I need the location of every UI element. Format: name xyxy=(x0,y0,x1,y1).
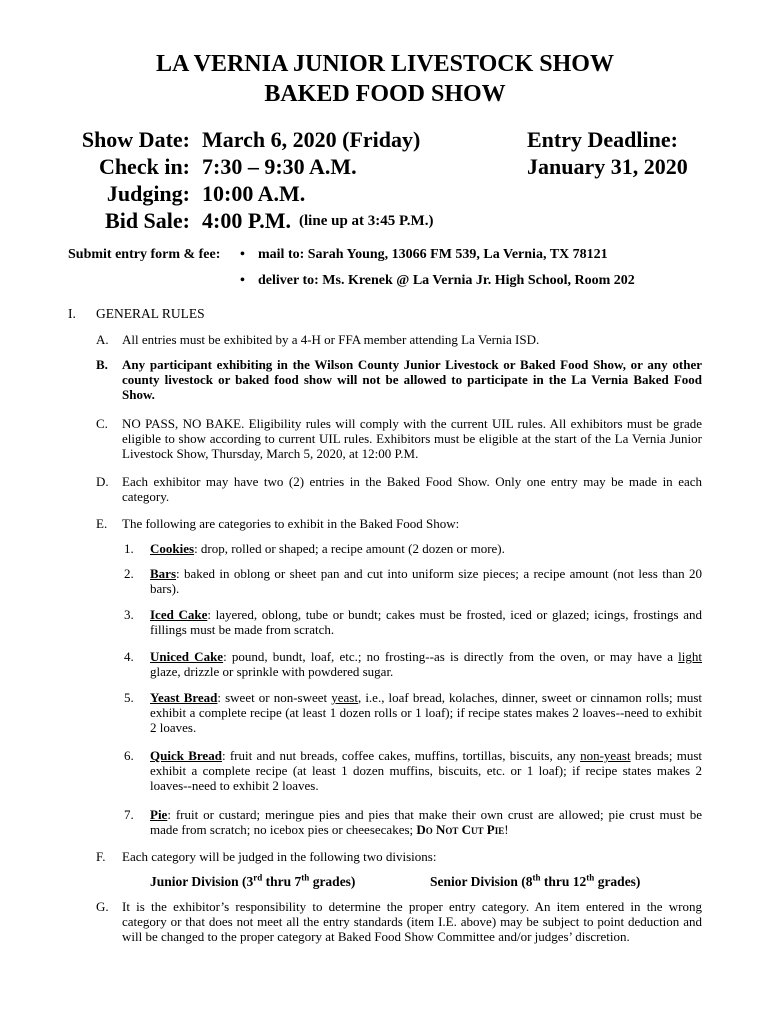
schedule-label: Check in: xyxy=(98,154,190,179)
category-item xyxy=(124,807,702,837)
rule-f xyxy=(96,849,702,864)
schedule-row xyxy=(70,207,433,234)
schedule-value: March 6, 2020 (Friday) xyxy=(202,127,421,152)
category-emphasis: Do Not Cut Pie xyxy=(416,822,505,837)
deliver-address: deliver to: Ms. Krenek @ La Vernia Jr. High School, Room 202 xyxy=(258,273,635,288)
rule-e xyxy=(96,516,702,531)
division-sup: rd xyxy=(253,872,263,883)
division-sup: th xyxy=(301,872,310,883)
rule-c xyxy=(96,416,702,461)
rule-b xyxy=(96,357,702,402)
schedule-label: Show Date: xyxy=(81,127,190,152)
category-number: 6. xyxy=(124,748,134,763)
category-emphasis: light xyxy=(678,649,702,664)
rule-g xyxy=(96,899,702,944)
category-number: 7. xyxy=(124,807,134,822)
rule-marker: D. xyxy=(96,474,109,489)
rule-marker: F. xyxy=(96,849,106,864)
division-sup: th xyxy=(586,872,595,883)
deliver-destination xyxy=(240,273,635,289)
deadline-label: Entry Deadline: xyxy=(527,127,678,152)
category-text: glaze, drizzle or sprinkle with powdered sugar. xyxy=(150,664,394,679)
category-item xyxy=(124,649,702,679)
page-title-line1: LA VERNIA JUNIOR LIVESTOCK SHOW xyxy=(156,51,614,77)
category-text: : fruit or custard; meringue pies and pies that make their own crust are allowed; pie crust must be made from scratch; no icebox pies or cheesecakes; xyxy=(150,807,702,837)
entry-deadline xyxy=(527,126,688,180)
category-text: , i.e., loaf bread, kolaches, dinner, sweet or cinnamon rolls; must exhibit a complete recipe (at least 1 dozen rolls or 1 loaf); if recipe states makes 2 loaves--need to exhibit 2 loaves. xyxy=(150,690,702,735)
category-text: : layered, oblong, tube or bundt; cakes must be frosted, iced or glazed; icings, frostings and fillings must be made from scratch. xyxy=(150,607,702,637)
category-name: Uniced Cake xyxy=(150,649,224,664)
rule-text: The following are categories to exhibit in the Baked Food Show: xyxy=(122,516,460,531)
category-text: : fruit and nut breads, coffee cakes, muffins, tortillas, biscuits, any xyxy=(221,748,581,763)
schedule-row xyxy=(70,180,433,207)
rule-marker: G. xyxy=(96,899,109,914)
junior-division xyxy=(150,874,355,890)
deadline-date: January 31, 2020 xyxy=(527,154,688,179)
category-name: Bars xyxy=(150,566,176,581)
category-text: : pound, bundt, loaf, etc.; no frosting--as is directly from the oven, or may have a xyxy=(223,649,679,664)
category-number: 2. xyxy=(124,566,134,581)
division-text: grades) xyxy=(594,874,641,889)
category-name: Cookies xyxy=(150,541,195,556)
mail-destination xyxy=(240,247,608,263)
rule-marker: E. xyxy=(96,516,108,531)
category-number: 3. xyxy=(124,607,134,622)
mail-address: mail to: Sarah Young, 13066 FM 539, La Vernia, TX 78121 xyxy=(258,247,608,262)
category-text: : baked in oblong or sheet pan and cut into uniform size pieces; a recipe amount (not less than 20 bars). xyxy=(150,566,702,596)
schedule-label: Bid Sale: xyxy=(105,208,190,233)
category-item xyxy=(124,748,702,793)
category-item xyxy=(124,607,702,637)
division-text: thru 12 xyxy=(540,874,587,889)
category-text: : drop, rolled or shaped; a recipe amount (2 dozen or more). xyxy=(194,541,505,556)
rule-text: NO PASS, NO BAKE. Eligibility rules will comply with the current UIL rules. All exhibitors must be grade eligible to show according to current UIL rules. Exhibitors must be eligible at the start of the La Vernia Junior Livestock Show, Thursday, March 5, 2020, at 12:00 P.M. xyxy=(122,416,702,461)
category-name: Iced Cake xyxy=(150,607,208,622)
schedule-row xyxy=(70,153,433,180)
submit-label: Submit entry form & fee: xyxy=(68,247,221,262)
category-text: breads; must exhibit a complete recipe (at least 1 dozen muffins, biscuits, etc. or 1 loaf); if recipe states makes 2 loaves--need to exhibit 2 loaves. xyxy=(150,748,702,793)
rule-a xyxy=(96,332,702,347)
rule-marker: B. xyxy=(96,357,108,372)
category-name: Quick Bread xyxy=(150,748,222,763)
rule-marker: A. xyxy=(96,332,109,347)
section-title: GENERAL RULES xyxy=(96,306,205,321)
category-number: 1. xyxy=(124,541,134,556)
division-text: grades) xyxy=(309,874,356,889)
category-item xyxy=(124,566,702,596)
senior-division xyxy=(430,874,640,890)
bullet-icon: • xyxy=(240,247,245,262)
category-emphasis: non-yeast xyxy=(580,748,631,763)
schedule-value: 7:30 – 9:30 A.M. xyxy=(202,154,357,179)
schedule-note: (line up at 3:45 P.M.) xyxy=(299,213,434,229)
section-number: I. xyxy=(68,306,76,321)
rule-text: All entries must be exhibited by a 4-H or FFA member attending La Vernia ISD. xyxy=(122,332,540,347)
division-text: Junior Division (3 xyxy=(150,874,254,889)
division-sup: th xyxy=(532,872,541,883)
schedule-label: Judging: xyxy=(106,181,190,206)
division-text: thru 7 xyxy=(262,874,302,889)
schedule-block xyxy=(70,126,433,234)
category-number: 4. xyxy=(124,649,134,664)
category-item xyxy=(124,690,702,735)
category-number: 5. xyxy=(124,690,134,705)
rule-text: Each exhibitor may have two (2) entries in the Baked Food Show. Only one entry may be made in each category. xyxy=(122,474,702,504)
rule-text: Each category will be judged in the following two divisions: xyxy=(122,849,437,864)
schedule-row xyxy=(70,126,433,153)
rule-marker: C. xyxy=(96,416,108,431)
rule-text: It is the exhibitor’s responsibility to determine the proper entry category. An item entered in the wrong category or that does not meet all the entry standards (item I.E. above) may be subject to point deduction and will be changed to the proper category at Baked Food Show Committee and/or judges’ discretion. xyxy=(122,899,702,944)
page-title-line2: BAKED FOOD SHOW xyxy=(264,81,506,107)
submit-line-mail xyxy=(68,247,608,263)
division-text: Senior Division (8 xyxy=(430,874,533,889)
category-text: ! xyxy=(504,822,509,837)
category-text: : sweet or non-sweet xyxy=(217,690,332,705)
schedule-value: 10:00 A.M. xyxy=(202,181,306,206)
schedule-value: 4:00 P.M. xyxy=(202,208,292,233)
rule-text: Any participant exhibiting in the Wilson County Junior Livestock or Baked Food Show, or any other county livestock or baked food show will not be allowed to participate in the La Vernia Baked Food Show. xyxy=(122,357,702,402)
category-emphasis: yeast xyxy=(331,690,358,705)
rule-d xyxy=(96,474,702,504)
category-item xyxy=(124,541,702,556)
category-name: Pie xyxy=(150,807,168,822)
bullet-icon: • xyxy=(240,273,245,288)
category-name: Yeast Bread xyxy=(150,690,218,705)
